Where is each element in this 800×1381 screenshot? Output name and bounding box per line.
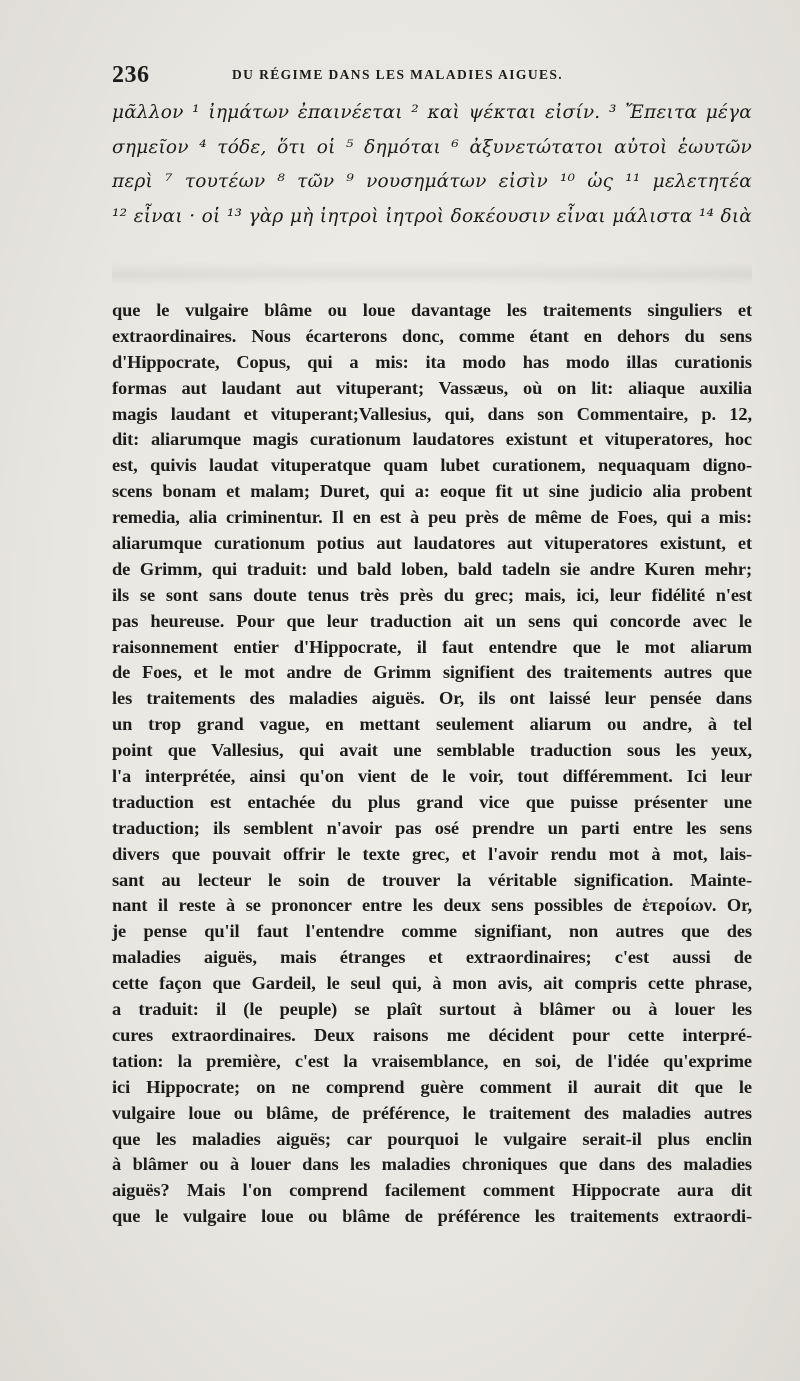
commentary-line: tation: la première, c'est la vraisemblance, en soi, de l'idée qu'exprime bbox=[112, 1050, 752, 1071]
commentary-line: de Grimm, qui traduit: und bald loben, bald tadeln sie andre Kuren mehr; bbox=[112, 558, 752, 579]
commentary-line: les traitements des maladies aiguës. Or, ils ont laissé leur pensée dans bbox=[112, 688, 752, 709]
commentary-line: sant au lecteur le soin de trouver la véritable signification. Mainte- bbox=[112, 869, 752, 890]
commentary-line: point que Vallesius, qui avait une semblable traduction sous les yeux, bbox=[112, 740, 752, 761]
commentary-line: raisonnement entier d'Hippocrate, il faut entendre que le mot aliarum bbox=[112, 636, 752, 657]
commentary-line: que le vulgaire loue ou blâme de préférence les traitements extraordi- bbox=[112, 1206, 752, 1227]
running-head bbox=[112, 62, 752, 92]
commentary-line: que le vulgaire blâme ou loue davantage les traitements singuliers et bbox=[112, 300, 752, 320]
commentary-line: aiguës? Mais l'on comprend facilement comment Hippocrate aura dit bbox=[112, 1180, 752, 1201]
greek-line: μᾶλλον ¹ ἰημάτων ἐπαινέεται ² καὶ ψέκται εἰσίν. ³ Ἔπειτα μέγα bbox=[112, 102, 752, 123]
commentary-line: dit: aliarumque magis curationum laudatores existunt et vituperatores, hoc bbox=[112, 429, 752, 450]
greek-line: περὶ ⁷ τουτέων ⁸ τῶν ⁹ νουσημάτων εἰσὶν ¹⁰ ὡς ¹¹ μελετητέα bbox=[112, 171, 752, 192]
commentary-block bbox=[112, 298, 752, 1230]
commentary-line: remedia, alia criminentur. Il en est à peu près de même de Foes, qui a mis: bbox=[112, 507, 752, 528]
commentary-line: maladies aiguës, mais étranges et extraordinaires; c'est aussi de bbox=[112, 947, 752, 968]
commentary-line: divers que pouvait offrir le texte grec, et l'avoir rendu mot à mot, lais- bbox=[112, 843, 752, 864]
greek-text-block bbox=[112, 96, 752, 234]
commentary-line: scens bonam et malam; Duret, qui a: eoque fit ut sine judicio alia probent bbox=[112, 481, 752, 502]
greek-line: σημεῖον ⁴ τόδε, ὅτι οἱ ⁵ δημόται ⁶ ἀξυνετώτατοι αὐτοὶ ἑωυτῶν bbox=[112, 136, 752, 158]
greek-line: ¹² εἶναι · οἱ ¹³ γὰρ μὴ ἰητροὶ ἰητροὶ δοκέουσιν εἶναι μάλιστα ¹⁴ διὰ bbox=[112, 205, 752, 227]
commentary-line: d'Hippocrate, Copus, qui a mis: ita modo has modo illas curationis bbox=[112, 351, 752, 372]
commentary-line: ici Hippocrate; on ne comprend guère comment il aurait dit que le bbox=[112, 1076, 752, 1097]
commentary-line: est, quivis laudat vituperatque quam lubet curationem, nequaquam digno- bbox=[112, 455, 752, 476]
commentary-line: ils se sont sans doute tenus très près du grec; mais, ici, leur fidélité n'est bbox=[112, 584, 752, 605]
commentary-line: extraordinaires. Nous écarterons donc, comme étant en dehors du sens bbox=[112, 325, 752, 346]
commentary-line: un trop grand vague, en mettant seulement aliarum ou andre, à tel bbox=[112, 714, 752, 735]
commentary-line: cures extraordinaires. Deux raisons me décident pour cette interpré- bbox=[112, 1024, 752, 1045]
commentary-line: cette façon que Gardeil, le seul qui, à mon avis, ait compris cette phrase, bbox=[112, 973, 752, 994]
commentary-line: que les maladies aiguës; car pourquoi le vulgaire serait-il plus enclin bbox=[112, 1128, 752, 1149]
commentary-line: nant il reste à se prononcer entre les deux sens possibles de ἑτεροίων. Or, bbox=[112, 895, 752, 916]
page-number: 236 bbox=[112, 62, 150, 88]
commentary-line: formas aut laudant aut vituperant; Vassæus, où on lit: aliaque auxilia bbox=[112, 377, 752, 398]
commentary-line: magis laudant et vituperant;Vallesius, qui, dans son Commentaire, p. 12, bbox=[112, 403, 752, 424]
commentary-line: aliarumque curationum potius aut laudatores aut vituperatores existunt, et bbox=[112, 533, 752, 554]
commentary-line: je pense qu'il faut l'entendre comme signifiant, non autres que des bbox=[112, 921, 752, 942]
commentary-line: pas heureuse. Pour que leur traduction ait un sens qui concorde avec le bbox=[112, 610, 752, 631]
commentary-line: a traduit: il (le peuple) se plaît surtout à blâmer ou à louer les bbox=[112, 999, 752, 1020]
running-title: DU RÉGIME DANS LES MALADIES AIGUES. bbox=[232, 67, 564, 82]
commentary-line: vulgaire loue ou blâme, de préférence, le traitement des maladies autres bbox=[112, 1102, 752, 1123]
commentary-line: de Foes, et le mot andre de Grimm signifient des traitements autres que bbox=[112, 662, 752, 683]
commentary-line: l'a interprétée, ainsi qu'on vient de le voir, tout différemment. Ici leur bbox=[112, 766, 752, 787]
commentary-line: traduction est entachée du plus grand vice que puisse présenter une bbox=[112, 791, 752, 812]
show-through-shadow bbox=[112, 262, 752, 286]
commentary-line: traduction; ils semblent n'avoir pas osé prendre un parti entre les sens bbox=[112, 817, 752, 838]
commentary-line: à blâmer ou à louer dans les maladies chroniques que dans des maladies bbox=[112, 1154, 752, 1175]
